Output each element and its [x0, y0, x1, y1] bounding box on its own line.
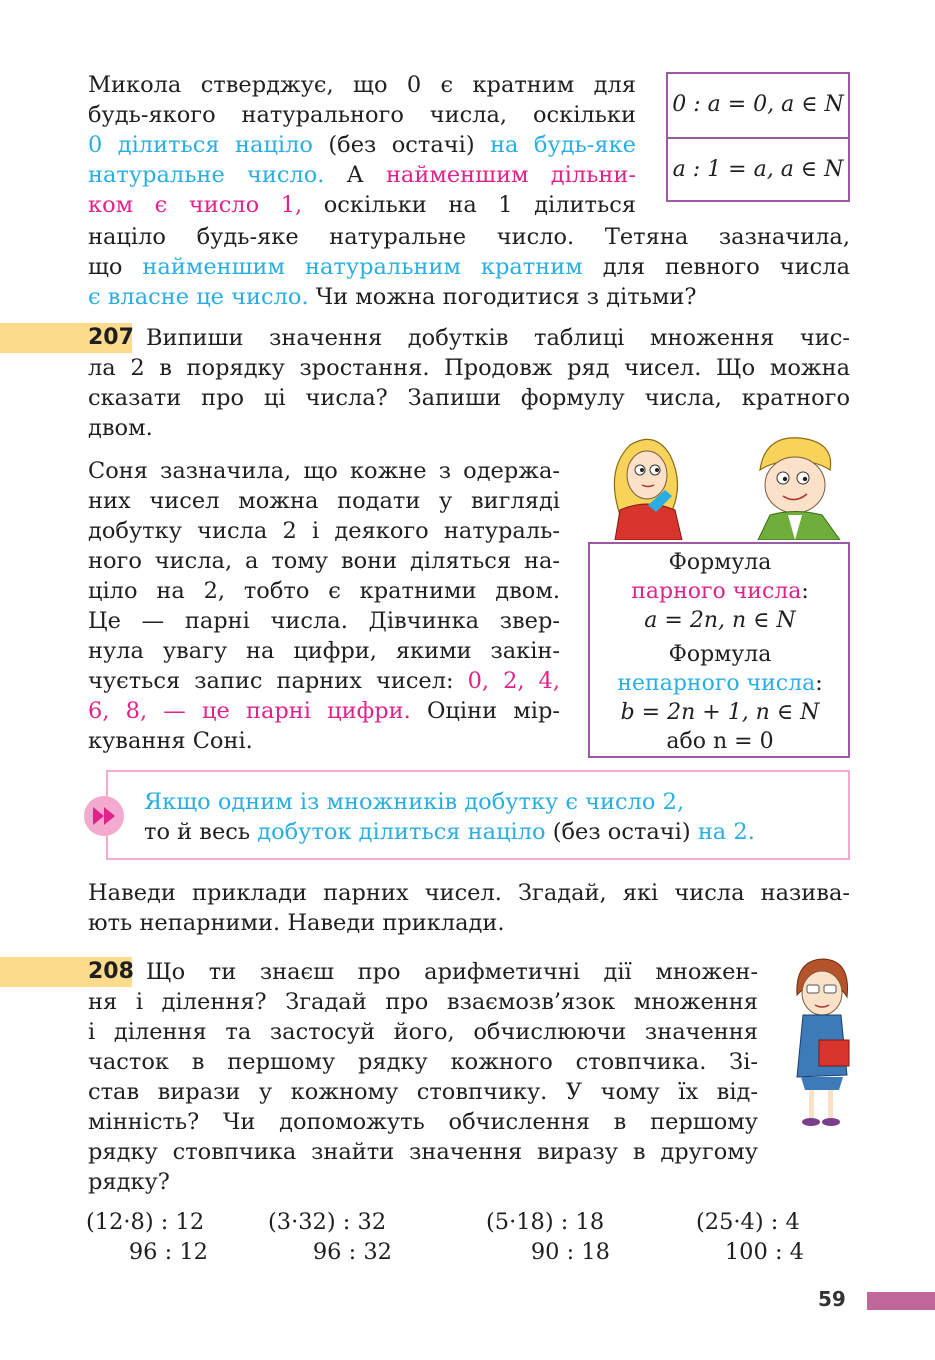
task208-line-1: Що ти знаєш про арифметичні дії множен- — [146, 959, 758, 985]
children-illustration — [600, 430, 850, 540]
highlight-text: найменшим натуральним кратним — [142, 254, 583, 280]
task207-line-1: Випиши значення добутків таблиці множення чис- — [146, 325, 850, 351]
text: для певного числа — [582, 254, 850, 280]
expression-2-bottom: 96 : 32 — [312, 1239, 392, 1265]
highlight-text: 0 ділиться націло — [88, 132, 313, 158]
sonya-line-4: ного числа, а тому вони діляться на- — [88, 548, 560, 574]
highlight-text: парного числа — [631, 579, 802, 604]
highlight-text: ком є число 1, — [88, 192, 303, 218]
highlight-text: на будь-яке — [490, 132, 636, 158]
expression-3-bottom: 90 : 18 — [530, 1239, 610, 1265]
text: чується запис парних чисел: — [88, 668, 468, 694]
sonya-line-10: кування Соні. — [88, 728, 253, 754]
examples-line-1: Наведи приклади парних чисел. Згадай, які числа назива- — [88, 880, 850, 906]
rule2-line-2 — [144, 817, 844, 847]
task208-line-5: став вирази у кожному стовпчику. У чому їх від- — [88, 1079, 758, 1105]
formula-label-odd — [590, 669, 850, 699]
sonya-line-9 — [88, 696, 560, 726]
text: : — [801, 579, 809, 604]
task207-line-3: сказати про ці числа? Запиши формулу числа, кратного — [88, 385, 850, 411]
page-number: 59 — [818, 1287, 846, 1311]
formula-title-even: Формула — [668, 550, 772, 575]
task208-line-8: рядку? — [88, 1169, 170, 1195]
expression-4-top: (25·4) : 4 — [696, 1209, 800, 1235]
task207-line-4: двом. — [88, 415, 153, 441]
intro-line-5 — [88, 190, 636, 220]
highlight-text: добуток ділиться націло — [257, 819, 546, 845]
task-number-207: 207 — [88, 325, 134, 350]
sonya-line-3: добутку числа 2 і деякого натураль- — [88, 518, 560, 544]
task-number-208: 208 — [88, 959, 134, 984]
sonya-line-1: Соня зазначила, що кожне з одержа- — [88, 458, 560, 484]
text: : — [815, 671, 823, 696]
task208-line-3: і ділення та застосуй його, обчислюючи значення — [88, 1019, 758, 1045]
sonya-line-8 — [88, 666, 560, 696]
task208-line-6: мінність? Чи допоможуть обчислення в першому — [88, 1109, 758, 1135]
text: то й весь — [144, 819, 258, 845]
formula-even: a = 2n, n ∈ N — [644, 608, 796, 633]
text: що — [88, 254, 143, 280]
formula-odd: b = 2n + 1, n ∈ N — [620, 700, 820, 725]
task207-line-2: ла 2 в порядку зростання. Продовж ряд чисел. Що можна — [88, 355, 850, 381]
expression-2-top: (3·32) : 32 — [268, 1209, 387, 1235]
footer-bar — [867, 1292, 935, 1310]
highlight-text: 0, 2, 4, — [467, 668, 560, 694]
sonya-line-2: них чисел можна подати у вигляді — [88, 488, 560, 514]
examples-line-2: ють непарними. Наведи приклади. — [88, 910, 505, 936]
rule-divided-by-one: a : 1 = a, a ∈ N — [672, 157, 844, 182]
formula-or-zero: або n = 0 — [666, 729, 774, 754]
intro-line-2: будь-якого натурального числа, оскільки — [88, 102, 636, 128]
sonya-line-6: Це — парні числа. Дівчинка звер- — [88, 608, 560, 634]
intro-line-3 — [88, 130, 636, 160]
highlight-text: є власне це число. — [88, 284, 309, 310]
highlight-text: непарного числа — [617, 671, 816, 696]
text: (без остачі) — [312, 132, 491, 158]
highlight-text: на 2. — [697, 819, 755, 845]
highlight-text: 6, 8, — це парні цифри. — [88, 698, 411, 724]
teacher-illustration — [785, 955, 860, 1130]
task208-line-2: ня і ділення? Згадай про взаємозв’язок множення — [88, 989, 758, 1015]
rule2-line-1: Якщо одним із множників добутку є число 2, — [144, 789, 685, 815]
intro-line-6: націло будь-яке натуральне число. Тетяна зазначила, — [88, 224, 850, 250]
fast-forward-icon — [84, 796, 124, 836]
rule-box — [666, 72, 850, 202]
intro-line-8 — [88, 282, 850, 312]
sonya-line-7: нула увагу на цифри, якими закін- — [88, 638, 560, 664]
highlight-text: найменшим дільни- — [385, 162, 636, 188]
text: Оціни мір- — [410, 698, 560, 724]
rule-zero-divided: 0 : a = 0, a ∈ N — [672, 92, 844, 117]
intro-line-4 — [88, 160, 636, 190]
text: оскільки на 1 ділиться — [302, 192, 636, 218]
sonya-line-5: ціло на 2, тобто є кратними двом. — [88, 578, 560, 604]
text: А — [324, 162, 386, 188]
rule-box-divider — [668, 137, 848, 139]
expression-3-top: (5·18) : 18 — [486, 1209, 605, 1235]
intro-line-7 — [88, 252, 850, 282]
formula-label-even — [590, 577, 850, 607]
expression-1-bottom: 96 : 12 — [128, 1239, 208, 1265]
task208-line-4: часток в першому рядку кожного стовпчика. Зі- — [88, 1049, 758, 1075]
intro-line-1: Микола стверджує, що 0 є кратним для — [88, 72, 636, 98]
text: Чи можна погодитися з дітьми? — [308, 284, 697, 310]
text: (без остачі) — [545, 819, 698, 845]
boy-figure — [758, 438, 840, 540]
expression-4-bottom: 100 : 4 — [724, 1239, 804, 1265]
formula-title-odd: Формула — [668, 642, 772, 667]
task208-line-7: рядку стовпчика знайти значення виразу в другому — [88, 1139, 758, 1165]
expression-1-top: (12·8) : 12 — [86, 1209, 205, 1235]
highlight-text: натуральне число. — [88, 162, 325, 188]
girl-figure — [614, 439, 682, 540]
